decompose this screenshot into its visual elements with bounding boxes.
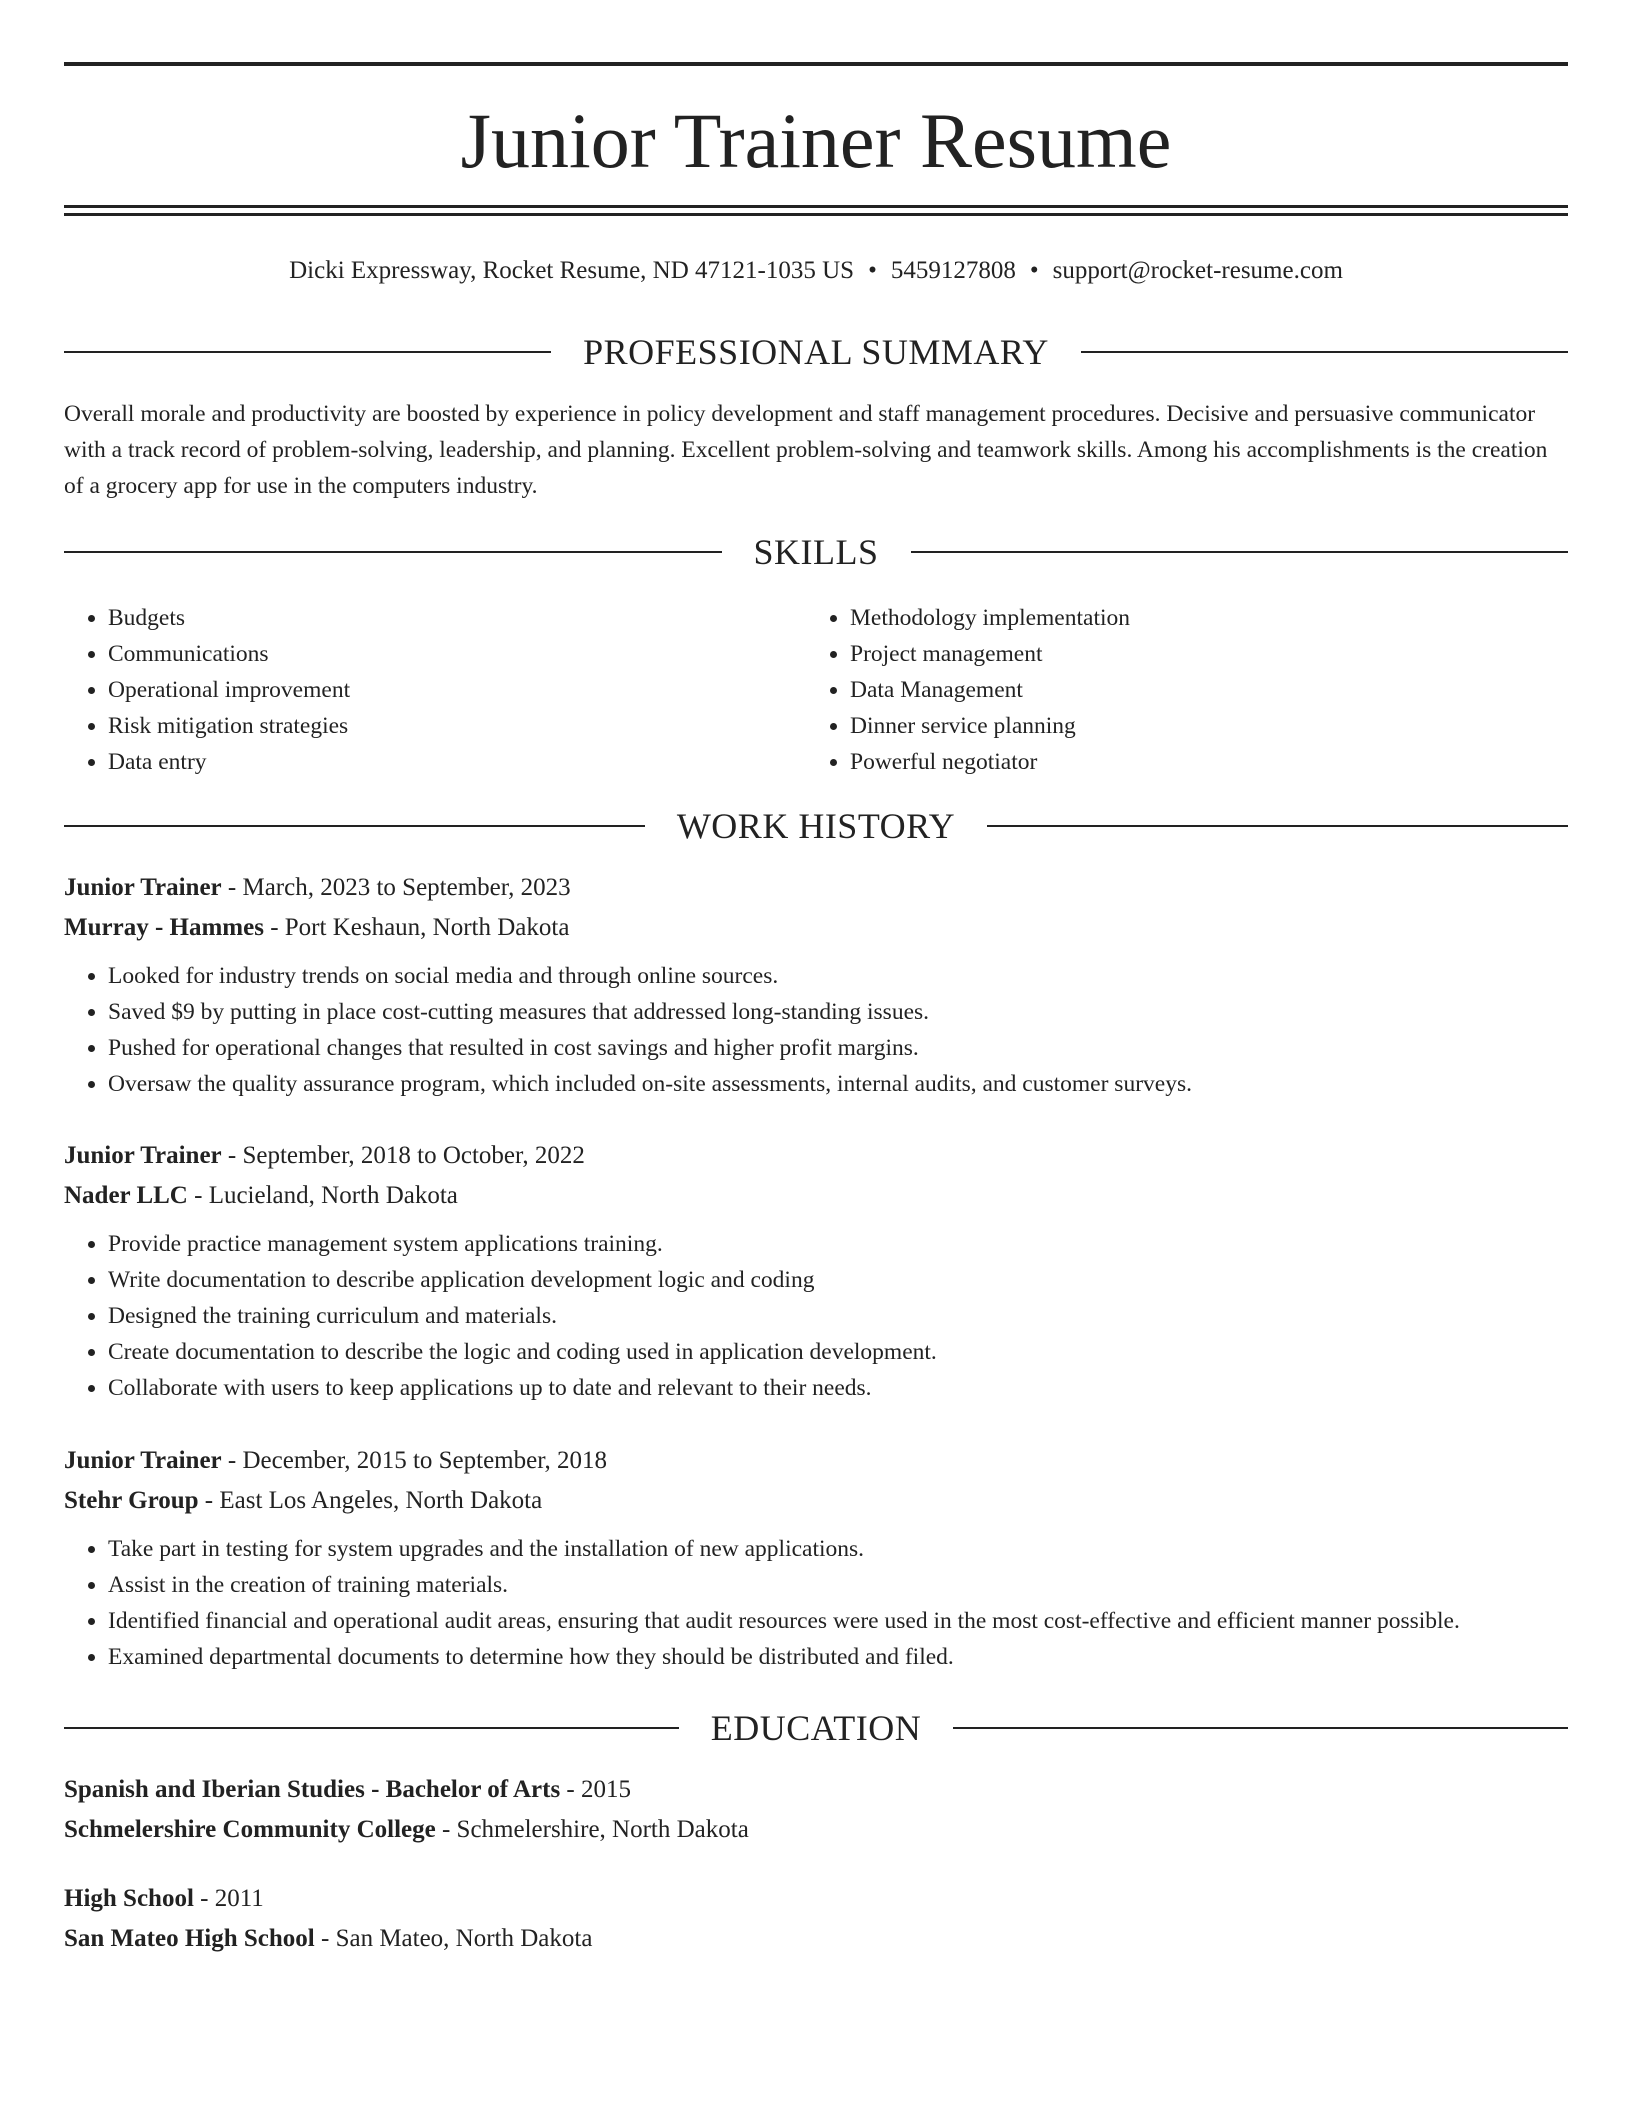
heading-rule <box>911 551 1569 553</box>
skills-heading <box>64 530 1568 574</box>
skill-item: • Budgets <box>108 600 806 636</box>
job-dates: March, 2023 to September, 2023 <box>242 874 571 901</box>
job-location: Port Keshaun, North Dakota <box>284 914 570 941</box>
job-dates: December, 2015 to September, 2018 <box>242 1447 608 1474</box>
contact-phone: 5459127808 <box>890 257 1016 284</box>
job-bullet: • Saved $9 by putting in place cost-cutting measures that addressed long-standing issues. <box>108 994 1568 1030</box>
skills-list <box>64 600 1568 780</box>
education-year: 2015 <box>581 1776 631 1803</box>
resume-title: Junior Trainer Resume <box>460 97 1172 184</box>
education-heading-label: EDUCATION <box>710 1708 922 1748</box>
heading-rule <box>64 351 551 353</box>
education-heading <box>64 1706 1568 1750</box>
skill-item: • Data Management <box>850 672 1548 708</box>
skill-item: • Communications <box>108 636 806 672</box>
summary-heading-label: PROFESSIONAL SUMMARY <box>583 332 1049 372</box>
education-school: San Mateo High School <box>64 1925 315 1952</box>
education-location: Schmelershire, North Dakota <box>456 1816 749 1843</box>
education-year: 2011 <box>214 1885 264 1912</box>
education-degree: High School <box>64 1885 194 1912</box>
skill-item: • Risk mitigation strategies <box>108 708 806 744</box>
work-history-heading <box>64 804 1568 848</box>
contact-separator: • <box>1029 257 1039 284</box>
heading-rule <box>64 825 645 827</box>
skills-column-left <box>64 600 806 780</box>
job-dates: September, 2018 to October, 2022 <box>242 1142 585 1169</box>
job-title: Junior Trainer <box>64 1142 222 1169</box>
job-bullet: • Looked for industry trends on social media and through online sources. <box>108 958 1568 994</box>
education-location: San Mateo, North Dakota <box>335 1925 593 1952</box>
job-company: Murray - Hammes <box>64 914 264 941</box>
contact-address: Dicki Expressway, Rocket Resume, ND 47121-1035 US <box>289 257 855 284</box>
skills-column-right <box>806 600 1548 780</box>
skill-item: • Data entry <box>108 744 806 780</box>
job-title: Junior Trainer <box>64 874 222 901</box>
job-bullet: • Oversaw the quality assurance program, which included on-site assessments, internal audits, and customer surveys. <box>108 1066 1568 1102</box>
summary-text: Overall morale and productivity are boosted by experience in policy development and staff management procedures. Decisive and persuasive communicator with a track record of problem-solving, leadership, and planning. Excellent problem-solving and teamwork skills. Among his accomplishments is the creation of a grocery app for use in the computers industry. <box>64 401 1548 499</box>
job-bullet: • Take part in testing for system upgrades and the installation of new applications. <box>108 1531 1568 1567</box>
skill-item: • Powerful negotiator <box>850 744 1548 780</box>
job-bullet: • Assist in the creation of training materials. <box>108 1567 1568 1603</box>
skill-item: • Project management <box>850 636 1548 672</box>
contact-separator: • <box>868 257 877 284</box>
heading-rule <box>1081 351 1568 353</box>
job-company: Stehr Group <box>64 1487 199 1514</box>
skill-item: • Operational improvement <box>108 672 806 708</box>
job-bullet: • Pushed for operational changes that resulted in cost savings and higher profit margins. <box>108 1030 1568 1066</box>
job-bullet: • Designed the training curriculum and materials. <box>108 1298 1568 1334</box>
work-history-heading-label: WORK HISTORY <box>676 806 956 846</box>
job-title: Junior Trainer <box>64 1447 222 1474</box>
job-bullet: • Provide practice management system applications training. <box>108 1226 1568 1262</box>
summary-heading <box>64 330 1568 374</box>
job-entry: Junior Trainer - March, 2023 to September, 2023 Murray - Hammes - Port Keshaun, North Dakota • Looked for industry trends on social media and through online sources. • Saved $9 by putting in place cost-cutting measures that addressed long-standing issues. • Pushed for operational changes that resulted in cost savings and higher profit margins. • Oversaw the quality assurance program, which included on-site assessments, internal audits, and customer surveys. <box>64 868 1568 1102</box>
skills-heading-label: SKILLS <box>753 532 879 572</box>
education-entry: High School - 2011 San Mateo High School - San Mateo, North Dakota <box>64 1885 593 1952</box>
job-bullet: • Collaborate with users to keep applications up to date and relevant to their needs. <box>108 1370 1568 1406</box>
job-bullet: • Create documentation to describe the logic and coding used in application development. <box>108 1334 1568 1370</box>
education-school: Schmelershire Community College <box>64 1816 436 1843</box>
top-rule <box>64 62 1568 66</box>
job-entry: Junior Trainer - December, 2015 to September, 2018 Stehr Group - East Los Angeles, North Dakota • Take part in testing for system upgrades and the installation of new applications. • Assist in the creation of training materials. • Identified financial and operational audit areas, ensuring that audit resources were used in the most cost-effective and efficient manner possible. • Examined departmental documents to determine how they should be distributed and filed. <box>64 1441 1568 1675</box>
job-bullet: • Identified financial and operational audit areas, ensuring that audit resources were used in the most cost-effective and efficient manner possible. <box>108 1603 1568 1639</box>
skill-item: • Dinner service planning <box>850 708 1548 744</box>
heading-rule <box>64 551 722 553</box>
job-bullet: • Write documentation to describe application development logic and coding <box>108 1262 1568 1298</box>
job-company: Nader LLC <box>64 1182 188 1209</box>
job-location: East Los Angeles, North Dakota <box>219 1487 543 1514</box>
heading-rule <box>64 1727 679 1729</box>
skill-item: • Methodology implementation <box>850 600 1548 636</box>
job-entry: Junior Trainer - September, 2018 to October, 2022 Nader LLC - Lucieland, North Dakota • Provide practice management system applications training. • Write documentation to describe application development logic and coding • Designed the training curriculum and materials. • Create documentation to describe the logic and coding used in application development. • Collaborate with users to keep applications up to date and relevant to their needs. <box>64 1136 1568 1406</box>
education-degree: Spanish and Iberian Studies - Bachelor of Arts <box>64 1776 561 1803</box>
title-rule-lower <box>64 213 1568 216</box>
education-entry: Spanish and Iberian Studies - Bachelor of Arts - 2015 Schmelershire Community College - Schmelershire, North Dakota <box>64 1776 749 1843</box>
heading-rule <box>953 1727 1568 1729</box>
job-location: Lucieland, North Dakota <box>208 1182 458 1209</box>
heading-rule <box>987 825 1568 827</box>
job-bullet: • Examined departmental documents to determine how they should be distributed and filed. <box>108 1639 1568 1675</box>
title-rule-upper <box>64 205 1568 208</box>
contact-email: support@rocket-resume.com <box>1052 257 1343 284</box>
contact-line <box>64 254 1568 288</box>
